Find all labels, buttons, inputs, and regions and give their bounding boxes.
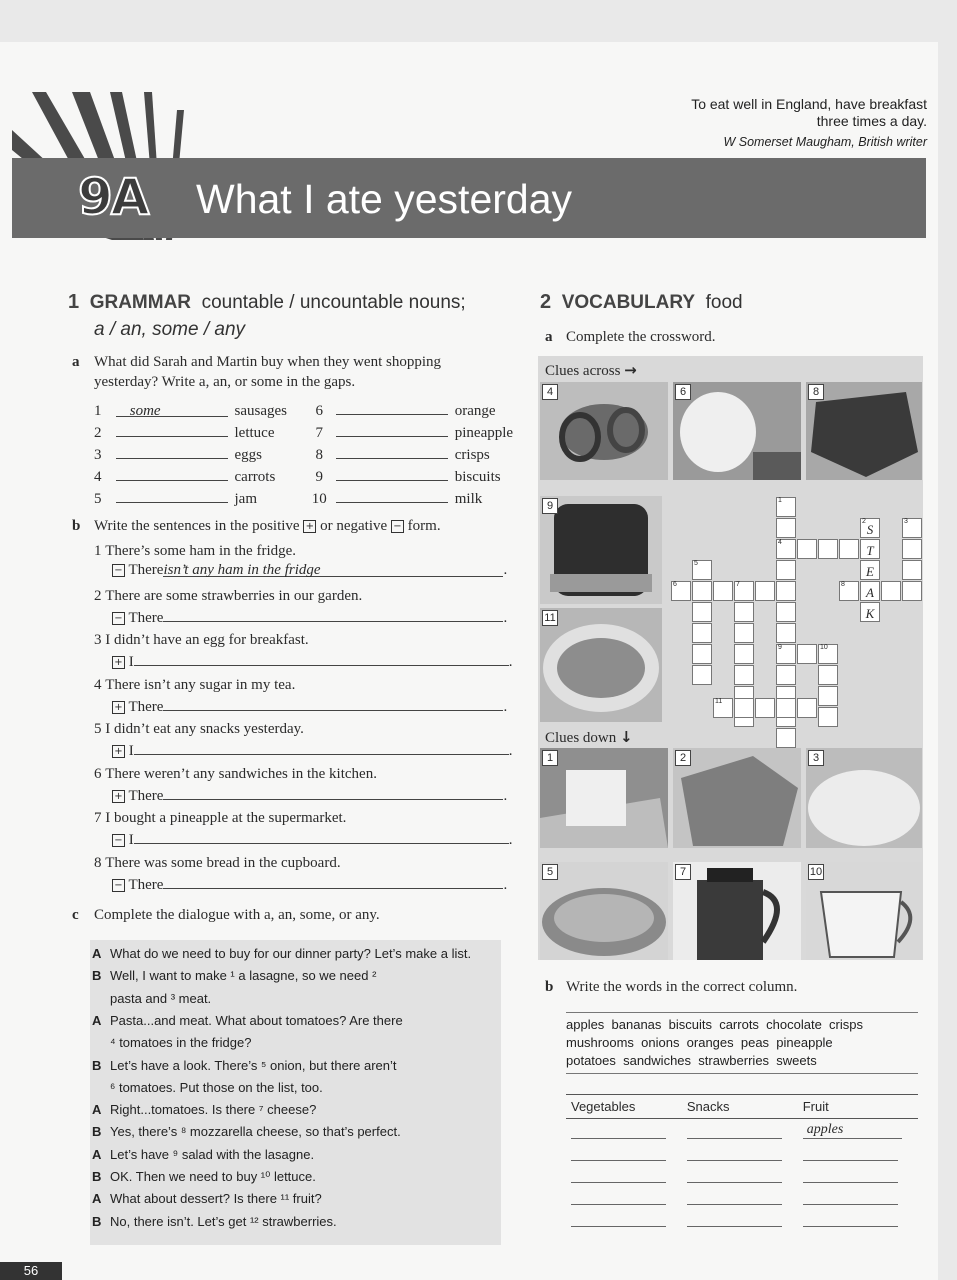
- prompt-sentence: There’s some ham in the fridge.: [105, 543, 297, 559]
- word-columns-table: [566, 1094, 918, 1229]
- crossword-cell[interactable]: [755, 581, 775, 601]
- crossword-cell[interactable]: [797, 539, 817, 559]
- sentence-start: There: [128, 876, 164, 893]
- answer-line[interactable]: [803, 1166, 898, 1183]
- dialogue-line: [92, 1124, 401, 1139]
- instruction-line: What did Sarah and Martin buy when they went shopping: [94, 354, 442, 370]
- crossword-cell[interactable]: [902, 518, 922, 538]
- photo-peanuts: [540, 862, 668, 960]
- item-word: milk: [454, 491, 483, 507]
- item-number: 1: [94, 403, 102, 419]
- word-bank-line: mushrooms onions oranges peas pineapple: [566, 1035, 833, 1050]
- gap-row: [94, 400, 496, 420]
- crossword-cell[interactable]: [776, 560, 796, 580]
- dialogue-text: ⁴ tomatoes in the fridge?: [110, 1035, 252, 1051]
- clue-number: 6: [673, 581, 677, 588]
- crossword-cell[interactable]: [692, 581, 712, 601]
- table-row: [566, 1141, 918, 1163]
- gap-row: [94, 488, 482, 508]
- answer-line[interactable]: apples: [803, 1122, 902, 1139]
- answer-line[interactable]: [163, 696, 503, 711]
- crossword-cell[interactable]: [734, 665, 754, 685]
- table-cell[interactable]: [566, 1207, 682, 1229]
- item-number: 10: [311, 491, 327, 507]
- page-title: What I ate yesterday: [196, 176, 573, 222]
- sign-icon: −: [112, 834, 125, 847]
- dialogue-text: OK. Then we need to buy ¹⁰ lettuce.: [110, 1169, 316, 1184]
- item-number: 9: [315, 469, 323, 485]
- gap-row: [94, 422, 513, 442]
- answer-blank[interactable]: [116, 423, 228, 437]
- exercise-1c-instruction: Complete the dialogue with a, an, some, or any.: [94, 907, 380, 923]
- answer-line[interactable]: [803, 1210, 898, 1227]
- answer-blank[interactable]: [336, 466, 448, 481]
- transform-item: [94, 766, 504, 805]
- exercise-1b-instruction: [94, 516, 441, 536]
- answer-blank[interactable]: [116, 467, 228, 481]
- exercise-2b-instruction: Write the words in the correct column.: [566, 979, 798, 995]
- table-cell[interactable]: [566, 1119, 682, 1142]
- answer-blank[interactable]: [336, 422, 448, 437]
- sign-icon: +: [112, 656, 125, 669]
- crossword-cell[interactable]: [692, 623, 712, 643]
- photo-number: 4: [542, 384, 558, 400]
- crossword-cell[interactable]: [776, 497, 796, 517]
- item-number: 1: [94, 543, 102, 559]
- answer-line[interactable]: [687, 1188, 782, 1205]
- table-cell[interactable]: [566, 1185, 682, 1207]
- speaker-label: B: [92, 1169, 102, 1184]
- answer-line[interactable]: [803, 1144, 898, 1161]
- dialogue-text: Well, I want to make ¹ a lasagne, so we need ²: [110, 968, 377, 984]
- crossword-cell[interactable]: [860, 602, 880, 622]
- crossword-cell[interactable]: [734, 623, 754, 643]
- exercise-1a-instruction: [94, 352, 514, 392]
- dialogue-text: Yes, there’s ⁸ mozzarella cheese, so that’s perfect.: [110, 1124, 401, 1140]
- clues-across-label: [545, 360, 637, 381]
- clue-number: 2: [862, 518, 866, 525]
- dialogue-line: [92, 1147, 314, 1162]
- column-header: Vegetables: [566, 1095, 682, 1119]
- answer-line[interactable]: [571, 1166, 666, 1183]
- answer-line[interactable]: isn’t any ham in the fridge: [163, 562, 503, 577]
- plus-icon: +: [303, 520, 316, 533]
- dialogue-text: What about dessert? Is there ¹¹ fruit?: [110, 1191, 322, 1207]
- prompt-sentence: I didn’t have an egg for breakfast.: [105, 632, 309, 648]
- item-word: carrots: [234, 469, 276, 485]
- crossword-cell[interactable]: [671, 581, 691, 601]
- sentence-start: There: [128, 609, 164, 626]
- section-label: VOCABULARY: [561, 292, 696, 313]
- clue-number: 9: [778, 644, 782, 651]
- photo-number: 11: [542, 610, 558, 626]
- clue-number: 3: [904, 518, 908, 525]
- crossword-cell[interactable]: [692, 644, 712, 664]
- speaker-label: B: [92, 1057, 102, 1073]
- instruction-text: Write the sentences in the positive: [94, 518, 300, 534]
- clue-number: 11: [715, 698, 723, 705]
- crossword-letter: T: [866, 543, 874, 558]
- crossword-cell[interactable]: [713, 698, 733, 718]
- crossword-cell[interactable]: [839, 581, 859, 601]
- sign-icon: −: [112, 612, 125, 625]
- item-word: sausages: [234, 403, 287, 419]
- answer-line[interactable]: [134, 651, 509, 666]
- item-number: 4: [94, 676, 102, 693]
- photo-number: 9: [542, 498, 558, 514]
- item-number: 8: [315, 447, 323, 463]
- crossword-letter: E: [866, 564, 874, 579]
- photo-number: 10: [809, 866, 823, 878]
- item-number: 4: [94, 469, 102, 485]
- crossword-cell[interactable]: [860, 560, 880, 580]
- crossword-letter: S: [866, 522, 874, 537]
- photo-milk-jug: [806, 862, 922, 960]
- sentence-start: There: [128, 698, 164, 715]
- dialogue-text: pasta and ³ meat.: [110, 990, 212, 1006]
- photo-number: 3: [808, 750, 824, 766]
- answer-line[interactable]: [571, 1188, 666, 1205]
- crossword-cell[interactable]: [902, 581, 922, 601]
- crossword-cell[interactable]: [776, 602, 796, 622]
- transform-item: [94, 721, 504, 760]
- dialogue-text: No, there isn’t. Let’s get ¹² strawberries.: [110, 1213, 337, 1229]
- photo-coffee-press: [673, 862, 801, 960]
- instruction-line: yesterday? Write a, an, or some in the gaps.: [94, 374, 356, 390]
- epigraph-quote: [691, 96, 927, 151]
- sentence-start: I: [128, 743, 134, 759]
- exercise-letter: b: [72, 518, 81, 534]
- crossword-cell[interactable]: [776, 698, 796, 718]
- item-word: eggs: [234, 447, 262, 463]
- transform-item: [94, 543, 504, 579]
- table-cell[interactable]: [682, 1119, 798, 1142]
- crossword-cell[interactable]: [776, 539, 796, 559]
- instruction-text: form.: [407, 518, 441, 534]
- vocabulary-heading: [540, 291, 743, 314]
- sign-icon: −: [112, 564, 125, 577]
- dialogue-text: Pasta...and meat. What about tomatoes? Are there: [110, 1012, 403, 1028]
- minus-icon: −: [391, 520, 404, 533]
- item-number: 6: [315, 403, 323, 419]
- crossword-cell[interactable]: [881, 581, 901, 601]
- answer-line[interactable]: [571, 1144, 666, 1161]
- grammar-subtopic: a / an, some / any: [94, 319, 246, 340]
- answer-line[interactable]: [687, 1166, 782, 1183]
- transform-item: [94, 588, 504, 627]
- photo-number: 8: [808, 384, 824, 400]
- item-number: 2: [94, 425, 102, 441]
- sentence-start: I: [128, 832, 134, 848]
- answer-line[interactable]: [571, 1210, 666, 1227]
- photo-butter: [540, 748, 668, 848]
- section-topic: food: [705, 292, 743, 313]
- answer-blank[interactable]: [336, 444, 448, 459]
- answer-blank[interactable]: [116, 489, 228, 503]
- item-word: biscuits: [454, 469, 501, 485]
- photo-number: 1: [542, 750, 558, 766]
- dialogue-line: [92, 1169, 316, 1185]
- answer-blank[interactable]: some: [116, 403, 228, 417]
- section-number: 1: [68, 291, 80, 313]
- table-cell[interactable]: [682, 1207, 798, 1229]
- table-row: [566, 1207, 918, 1229]
- item-word: pineapple: [454, 425, 514, 441]
- word-bank: [566, 1016, 916, 1070]
- crossword-cell[interactable]: [734, 698, 754, 718]
- crossword-cell[interactable]: [818, 686, 838, 706]
- clue-number: 8: [841, 581, 845, 588]
- word-bank-line: apples bananas biscuits carrots chocolate crisps: [566, 1017, 863, 1032]
- crossword-cell[interactable]: [797, 644, 817, 664]
- grammar-heading: [68, 291, 466, 314]
- speaker-label: B: [92, 1213, 102, 1229]
- dialogue-line: [92, 1214, 337, 1229]
- dialogue-line: [92, 1058, 397, 1073]
- table-row: [566, 1119, 918, 1142]
- quote-line-2: three times a day.: [816, 113, 927, 129]
- photo-bread: [673, 748, 801, 848]
- unit-number: 9A: [78, 168, 148, 226]
- photo-number: 7: [675, 864, 691, 880]
- clues-down-label: [545, 727, 633, 748]
- table-row: [566, 1163, 918, 1185]
- crossword-cell[interactable]: [818, 539, 838, 559]
- photo-number: 2: [675, 750, 691, 766]
- dialogue-line: [92, 1013, 403, 1028]
- answer-line[interactable]: [687, 1210, 782, 1227]
- divider: [566, 1073, 918, 1074]
- answer-line[interactable]: [571, 1122, 666, 1139]
- sign-icon: −: [112, 879, 125, 892]
- crossword-cell[interactable]: [776, 728, 796, 748]
- prompt-sentence: There are some strawberries in our garden.: [105, 587, 363, 604]
- column-header: Snacks: [682, 1095, 798, 1119]
- table-cell[interactable]: [798, 1163, 918, 1185]
- crossword-letter: K: [865, 606, 875, 621]
- item-number: 2: [94, 587, 102, 604]
- answer-line[interactable]: [687, 1144, 782, 1161]
- crossword-cell[interactable]: [776, 644, 796, 664]
- dialogue-line: [92, 968, 376, 983]
- prompt-sentence: There isn’t any sugar in my tea.: [105, 676, 296, 693]
- dialogue-line: [92, 991, 211, 1006]
- item-number: 7: [315, 425, 323, 441]
- section-number: 2: [540, 291, 552, 313]
- table-row: [566, 1185, 918, 1207]
- dialogue-text: Let’s have ⁹ salad with the lasagne.: [110, 1146, 315, 1162]
- answer-blank[interactable]: [336, 488, 448, 503]
- crossword-cell[interactable]: [797, 698, 817, 718]
- clue-number: 10: [820, 644, 828, 651]
- item-word: crisps: [454, 447, 490, 463]
- photo-rice: [806, 748, 922, 848]
- crossword-letter: A: [866, 585, 874, 600]
- prompt-sentence: I didn’t eat any snacks yesterday.: [105, 721, 304, 737]
- transform-item: [94, 855, 504, 894]
- item-number: 5: [94, 491, 102, 507]
- photo-number: 6: [675, 384, 691, 400]
- exercise-letter: b: [545, 979, 554, 995]
- answer-line[interactable]: [687, 1122, 782, 1139]
- clue-number: 4: [778, 539, 782, 546]
- exercise-letter: a: [72, 354, 80, 370]
- item-number: 5: [94, 721, 102, 737]
- quote-line-1: To eat well in England, have breakfast: [691, 96, 927, 112]
- column-header: Fruit: [798, 1095, 918, 1119]
- item-word: jam: [234, 491, 257, 507]
- crossword-cell[interactable]: [902, 560, 922, 580]
- answer-line[interactable]: [134, 829, 509, 844]
- quote-author: W Somerset Maugham, British writer: [723, 135, 927, 149]
- dialogue-line: [92, 946, 471, 961]
- section-label: GRAMMAR: [89, 292, 192, 313]
- dialogue-text: Let’s have a look. There’s ⁵ onion, but there aren’t: [110, 1057, 397, 1073]
- clue-number: 7: [736, 581, 740, 588]
- speaker-label: A: [92, 1191, 102, 1207]
- table-cell[interactable]: [682, 1141, 798, 1163]
- gap-row: [94, 466, 501, 486]
- transform-item: [94, 677, 504, 716]
- speaker-label: A: [92, 1146, 102, 1162]
- crossword-cell[interactable]: [776, 623, 796, 643]
- page-number: 56: [0, 1262, 62, 1280]
- crossword-cell[interactable]: [860, 581, 880, 601]
- clues-across-text: Clues across: [545, 363, 621, 379]
- photo-chocolate-cake: [806, 382, 922, 480]
- crossword-cell[interactable]: [818, 665, 838, 685]
- speaker-label: B: [92, 968, 102, 984]
- answer-line[interactable]: [163, 874, 503, 889]
- exercise-letter: c: [72, 907, 79, 923]
- crossword-cell[interactable]: [692, 560, 712, 580]
- photo-chicken: [673, 382, 801, 480]
- exercise-letter: a: [545, 329, 553, 345]
- item-number: 3: [94, 632, 102, 648]
- item-number: 3: [94, 447, 102, 463]
- prompt-sentence: There weren’t any sandwiches in the kitchen.: [105, 765, 377, 782]
- clue-number: 5: [694, 560, 698, 567]
- arrow-down-icon: ↓: [620, 728, 633, 746]
- photo-number: 5: [542, 864, 558, 880]
- crossword-cell[interactable]: [734, 644, 754, 664]
- crossword-cell[interactable]: [776, 518, 796, 538]
- crossword-cell[interactable]: [860, 539, 880, 559]
- answer-line[interactable]: [134, 740, 509, 755]
- crossword-cell[interactable]: [818, 644, 838, 664]
- sign-icon: +: [112, 790, 125, 803]
- photo-jam-jar: [540, 496, 662, 604]
- crossword-cell[interactable]: [692, 665, 712, 685]
- dialogue-text: What do we need to buy for our dinner party? Let’s make a list.: [110, 946, 472, 961]
- transform-item: [94, 632, 504, 671]
- clue-number: 1: [778, 497, 782, 504]
- item-number: 7: [94, 810, 102, 826]
- crossword-cell[interactable]: [713, 581, 733, 601]
- dialogue-text: ⁶ tomatoes. Put those on the list, too.: [110, 1079, 323, 1095]
- dialogue-line: [92, 1102, 316, 1117]
- arrow-right-icon: →: [624, 361, 637, 379]
- dialogue-text: Right...tomatoes. Is there ⁷ cheese?: [110, 1102, 317, 1118]
- item-word: orange: [454, 403, 496, 419]
- dialogue-line: [92, 1035, 251, 1050]
- answer-line[interactable]: [163, 607, 503, 622]
- speaker-label: B: [92, 1124, 102, 1140]
- sentence-start: I: [128, 654, 134, 670]
- exercise-2a-instruction: Complete the crossword.: [566, 329, 716, 345]
- table-cell[interactable]: [566, 1163, 682, 1185]
- crossword-cell[interactable]: [818, 707, 838, 727]
- answer-blank[interactable]: [336, 400, 448, 415]
- crossword-cell[interactable]: [734, 602, 754, 622]
- table-cell[interactable]: [798, 1185, 918, 1207]
- item-number: 6: [94, 765, 102, 782]
- sign-icon: +: [112, 701, 125, 714]
- speaker-label: A: [92, 946, 102, 961]
- crossword-cell[interactable]: [776, 665, 796, 685]
- transform-item: [94, 810, 504, 849]
- photo-crisps: [540, 608, 662, 722]
- answer-line[interactable]: [803, 1188, 898, 1205]
- crossword-cell[interactable]: [734, 581, 754, 601]
- prompt-sentence: I bought a pineapple at the supermarket.: [105, 810, 347, 826]
- sentence-start: There: [128, 787, 164, 804]
- instruction-text: or negative: [320, 518, 388, 534]
- table-cell[interactable]: [798, 1207, 918, 1229]
- photo-calamari: [540, 382, 668, 480]
- sign-icon: +: [112, 745, 125, 758]
- speaker-label: A: [92, 1102, 102, 1118]
- table-cell[interactable]: [682, 1163, 798, 1185]
- table-cell[interactable]: [566, 1141, 682, 1163]
- dialogue-line: [92, 1080, 323, 1095]
- clues-down-text: Clues down: [545, 730, 617, 746]
- table-cell[interactable]: [798, 1119, 918, 1142]
- answer-blank[interactable]: [116, 445, 228, 459]
- sentence-start: There: [128, 562, 164, 578]
- crossword-cell[interactable]: [902, 539, 922, 559]
- word-bank-line: potatoes sandwiches strawberries sweets: [566, 1053, 817, 1068]
- crossword-cell[interactable]: [776, 581, 796, 601]
- gap-row: [94, 444, 490, 464]
- table-cell[interactable]: [682, 1185, 798, 1207]
- prompt-sentence: There was some bread in the cupboard.: [105, 854, 341, 871]
- item-word: lettuce: [234, 425, 275, 441]
- dialogue-line: [92, 1191, 322, 1206]
- crossword-cell[interactable]: [755, 698, 775, 718]
- section-topic: countable / uncountable nouns;: [201, 292, 466, 313]
- answer-line[interactable]: [163, 785, 503, 800]
- divider: [566, 1012, 918, 1013]
- crossword-cell[interactable]: [839, 539, 859, 559]
- crossword-cell[interactable]: [860, 518, 880, 538]
- item-number: 8: [94, 854, 102, 871]
- speaker-label: A: [92, 1012, 102, 1028]
- table-cell[interactable]: [798, 1141, 918, 1163]
- crossword-cell[interactable]: [692, 602, 712, 622]
